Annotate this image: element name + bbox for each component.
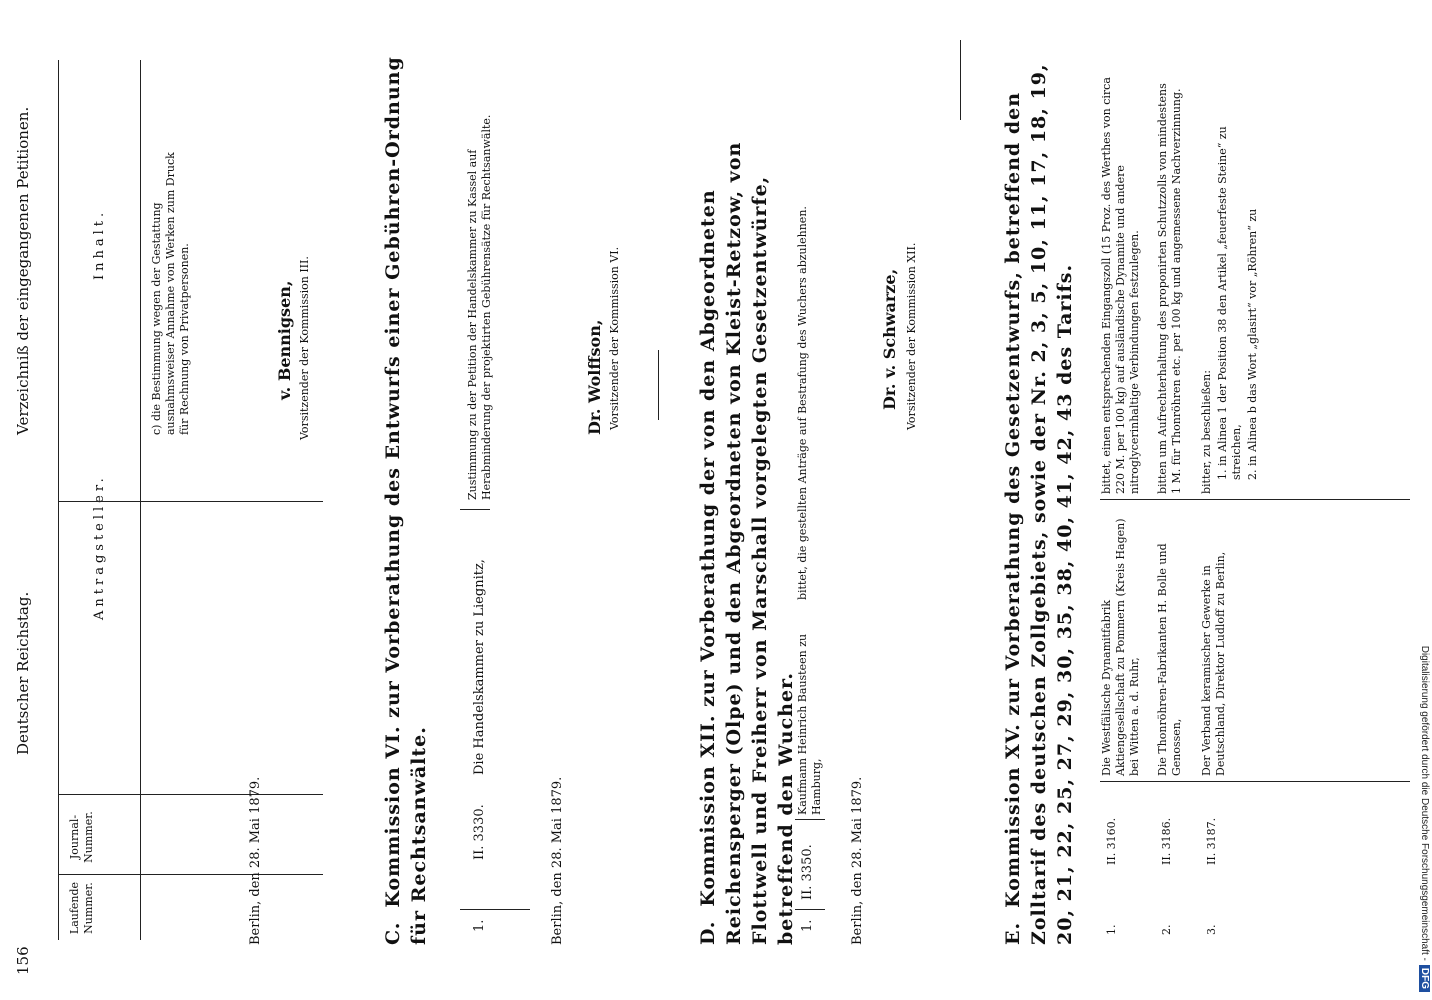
section-e-row3-content: bitter, zu beschließen: [1200,370,1213,494]
section-e-sub-item-2: 2. in Alinea b das Wort „glasirt“ vor „Röhren“ zu [1246,208,1259,480]
top-signer-role: Vorsitzender der Kommission III. [298,256,311,440]
section-d-heading: Kommission XII. zur Vorberathung der von den Abgeordneten Reichensperger (Olpe) und den Abgeordneten von Kleist-Retzow, von Flottwell und Freiherr von Marschall vorgelegten Gesetzentwürfe, betreffend den Wucher. [697,141,797,945]
top-signer: v. Bennigsen, [275,280,294,400]
section-e-row2-petitioner: Die Thonröhren-Fabrikanten H. Bolle und Genossen, [1156,543,1183,776]
section-c-date: Berlin, den 28. Mai 1879. [550,776,565,945]
section-e-letter: E. [1002,921,1024,945]
section-c-letter: C. [382,921,404,945]
section-d-letter: D. [697,920,719,945]
section-e-sub-item-1: 1. in Alinea 1 der Position 38 den Artikel „feuerfeste Steine“ zu streichen, [1216,126,1243,480]
section-d-row-petitioner: Kaufmann Heinrich Bausteen zu Hamburg, [796,633,823,815]
section-e-title [1000,55,1078,945]
section-d-date: Berlin, den 28. Mai 1879. [850,776,865,945]
dfg-credit-line [1412,8,1430,992]
table-top-rule [58,60,59,940]
header-left-title: Deutscher Reichstag. [14,591,32,755]
col-antragsteller: Antragsteller. [92,474,107,620]
section-d-row-content: bittet, die gestellten Anträge auf Bestrafung des Wuchers abzulehnen. [796,206,809,600]
dfg-logo: DFG [1419,965,1430,992]
top-date: Berlin, den 28. Mai 1879. [248,776,263,945]
col-inhalt: Inhalt. [92,208,107,280]
section-d-divider-b [795,819,825,820]
section-e-heading: Kommission XV. zur Vorberathung des Gesetzentwurfs, betreffend den Zolltarif des deutschen Zollgebiets, sowie der Nr. 2, 3, 5, 10, 11, 17, 18, 19, 20, 21, 22, 25, 27, 29, 30, 35, 38, 40, 41, 42, 43 des Tarifs. [1002,63,1076,945]
section-d-row-num: 1. [800,919,815,932]
section-d-signer: Dr. v. Schwarze, [880,268,899,410]
section-e-col-divider-1 [1100,781,1410,782]
section-e-row3-journal: II. 3187. [1205,817,1218,865]
section-c-end-rule [658,350,659,420]
section-d-title [695,55,799,945]
section-c-row-num: 1. [472,919,487,932]
col-journal-nummer: Journal-Nummer. [68,811,95,863]
section-e-row2-num: 2. [1160,924,1173,935]
section-c-signer: Dr. Wolffson, [585,319,604,435]
page-number: 156 [14,946,32,975]
table-header-rule [140,60,141,940]
section-d-row-journal: II. 3350. [800,844,815,900]
section-d-signer-role: Vorsitzender der Kommission XII. [905,242,918,430]
section-c-divider-a [460,909,530,910]
section-c-divider-b [460,509,490,510]
section-e-row3-petitioner: Der Verband keramischer Gewerke in Deutschland, Direktor Ludloff zu Berlin, [1200,551,1227,776]
col-divider-2 [58,794,323,795]
section-c-row-petitioner: Die Handelskammer zu Liegnitz, [472,559,487,775]
section-c-title [380,55,432,945]
header-right-title: Verzeichniß der eingegangenen Petitionen. [14,106,32,435]
section-e-row2-content: bitten um Aufrechterhaltung des proponirten Schutzzolls von mindestens 1 M. für Thonröhren etc. per 100 kg und angemessene Nachverzinnung. [1156,83,1183,494]
section-e-row3-num: 3. [1205,924,1218,935]
section-d-divider-a [795,909,825,910]
col-divider-1 [58,874,323,875]
section-c-heading: Kommission VI. zur Vorberathung des Entwurfs einer Gebühren-Ordnung für Rechtsanwälte. [382,56,430,945]
section-c-row-journal: II. 3330. [472,804,487,860]
section-e-row2-journal: II. 3186. [1160,817,1173,865]
section-e-row1-num: 1. [1105,924,1118,935]
section-c-row-content: Zustimmung zu der Petition der Handelskammer zu Kassel auf Herabminderung der projektirten Gebührensätze für Rechtsanwälte. [466,114,493,500]
section-e-row1-content: bittet, einen entsprechenden Eingangszoll (15 Proz. des Werthes von circa 220 M. per 100 kg) auf ausländische Dynamite und andere nitroglycerinhaltige Verbindungen festzulegen. [1100,77,1141,494]
section-e-row1-petitioner: Die Westfälische Dynamitfabrik Aktiengesellschaft zu Pommern (Kreis Hagen) bei Witten a. d. Ruhr, [1100,518,1141,776]
dfg-credit-text: Digitalisierung gefördert durch die Deutsche Forschungsgemeinschaft - [1419,645,1430,961]
section-e-row1-journal: II. 3160. [1105,817,1118,865]
section-c-signer-role: Vorsitzender der Kommission VI. [608,246,621,430]
col-laufende-nummer: Laufende Nummer. [68,881,95,935]
section-d-end-rule [960,40,961,120]
item-c-text: c) die Bestimmung wegen der Gestattung ausnahmsweiser Annahme von Werken zum Druck für Rechnung von Privatpersonen. [150,152,191,435]
dfg-credit [1412,8,1430,992]
section-e-col-divider-2 [1100,499,1410,500]
col-divider-3 [58,501,323,502]
